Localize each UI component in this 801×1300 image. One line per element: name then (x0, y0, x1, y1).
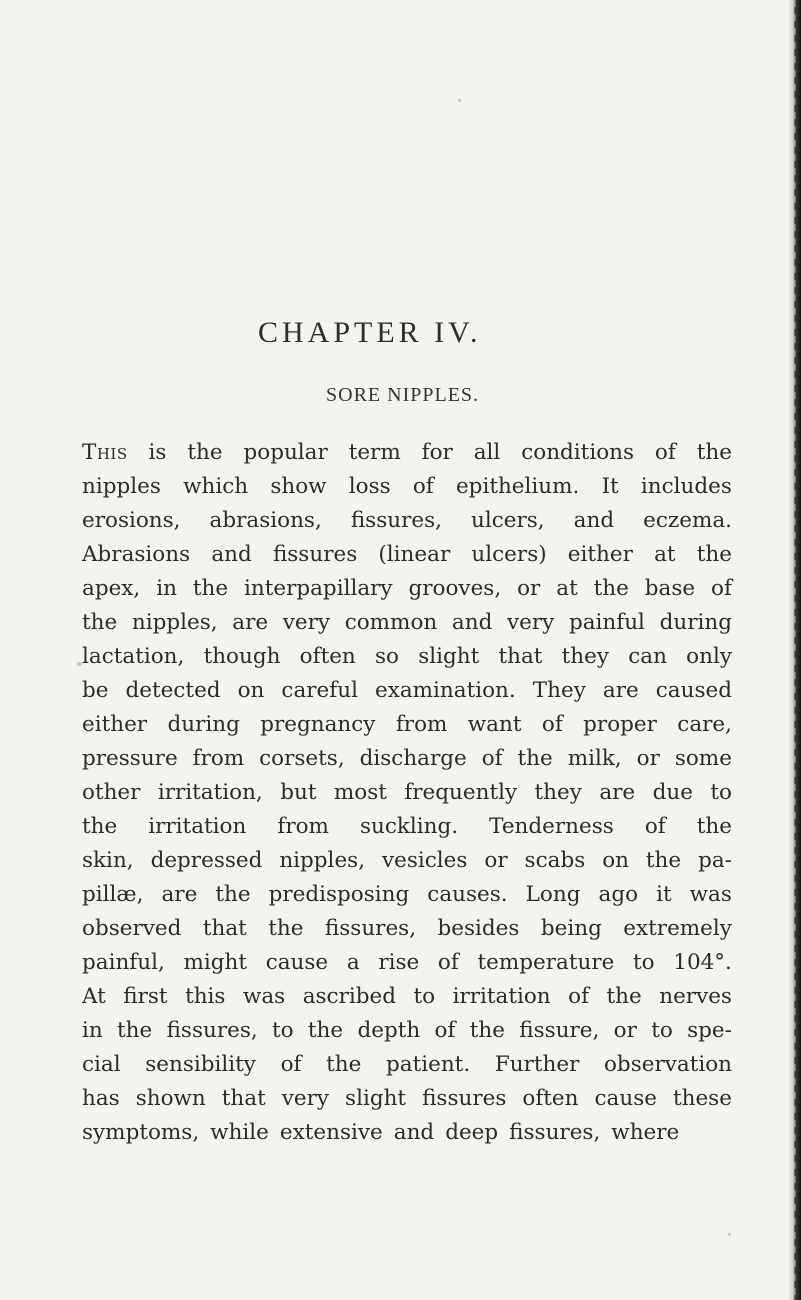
word: all (473, 440, 501, 465)
text-line (82, 878, 732, 912)
word: patient. (386, 1052, 471, 1077)
word: cause (594, 1086, 657, 1111)
word: a (346, 950, 360, 975)
word: the (517, 746, 553, 771)
word: proper (583, 712, 657, 737)
word: nipples, (131, 610, 218, 635)
page-edge (789, 0, 801, 1300)
word: being (540, 916, 602, 941)
text-line (82, 674, 732, 708)
word: while (210, 1120, 269, 1145)
word: discharge (359, 746, 467, 771)
word: on (237, 678, 265, 703)
word: grooves, (408, 576, 502, 601)
word: of (412, 474, 434, 499)
word: ago (598, 882, 639, 907)
word: At (82, 984, 106, 1009)
word: and (451, 610, 493, 635)
word: very (281, 1086, 330, 1111)
word: of (541, 712, 563, 737)
text-line (82, 1082, 732, 1116)
word: to (413, 984, 436, 1009)
word: eczema. (643, 508, 732, 533)
word: pregnancy (260, 712, 376, 737)
text-line (82, 912, 732, 946)
word: either (567, 542, 633, 567)
word: extremely (623, 916, 732, 941)
word: painful, (82, 950, 165, 975)
word: frequently (404, 780, 518, 805)
word: milk, (567, 746, 622, 771)
word: observation (603, 1052, 732, 1077)
word: predisposing (268, 882, 410, 907)
word: fissures, (350, 508, 442, 533)
word: besides (437, 916, 520, 941)
text-line (82, 980, 732, 1014)
word: (linear (378, 542, 451, 567)
word: It (601, 474, 619, 499)
word: at (654, 542, 676, 567)
word: was (689, 882, 732, 907)
word: at (556, 576, 578, 601)
word: first (123, 984, 168, 1009)
word: the (215, 882, 251, 907)
word: from (192, 746, 245, 771)
word: cial (82, 1052, 121, 1077)
word: painful (568, 610, 645, 635)
word: which (183, 474, 249, 499)
word: Long (525, 882, 581, 907)
word: popular (243, 440, 328, 465)
paper-speck (728, 1233, 731, 1236)
word: epithelium. (455, 474, 580, 499)
text-line (82, 708, 732, 742)
word: it (656, 882, 672, 907)
word: ulcers, (470, 508, 545, 533)
word: but (280, 780, 317, 805)
word: that (498, 644, 543, 669)
word: term (348, 440, 401, 465)
word: very (282, 610, 331, 635)
word: pa- (698, 848, 732, 873)
word: They (532, 678, 586, 703)
word: vesicles (381, 848, 468, 873)
word: erosions, (82, 508, 181, 533)
text-line (82, 1048, 732, 1082)
word: pillæ, (82, 882, 144, 907)
word: are (161, 882, 198, 907)
word: the (307, 1018, 344, 1043)
word: of (644, 814, 666, 839)
word: careful (281, 678, 358, 703)
word: this (185, 984, 226, 1009)
word: so (375, 644, 399, 669)
word: detected (125, 678, 221, 703)
word: spe- (687, 1018, 732, 1043)
word: to (651, 1018, 673, 1043)
word: the (696, 542, 732, 567)
word: they (561, 644, 610, 669)
word: care, (677, 712, 732, 737)
word: the (268, 916, 304, 941)
word: the (326, 1052, 362, 1077)
word: show (270, 474, 327, 499)
word: only (686, 644, 732, 669)
word: that (202, 916, 247, 941)
word: want (467, 712, 522, 737)
word: the (117, 1018, 153, 1043)
word: the (187, 440, 223, 465)
word: nerves (659, 984, 732, 1009)
word: can (628, 644, 667, 669)
word: are (599, 780, 636, 805)
word: to (633, 950, 655, 975)
word: fissures (272, 542, 358, 567)
word: the (645, 848, 682, 873)
word: fissures (422, 1086, 507, 1111)
word: is (148, 440, 167, 465)
word: deep (445, 1120, 499, 1145)
word: irritation, (157, 780, 263, 805)
word: symptoms, (82, 1120, 200, 1145)
word: on (602, 848, 629, 873)
word: the (469, 1018, 505, 1043)
word: skin, (82, 848, 134, 873)
section-heading: SORE NIPPLES. (326, 384, 480, 406)
word: includes (640, 474, 732, 499)
word: of (654, 440, 676, 465)
word: very (507, 610, 555, 635)
word: these (672, 1086, 732, 1111)
word: was (242, 984, 286, 1009)
word: has (82, 1086, 120, 1111)
word: ulcers) (471, 542, 547, 567)
word: loss (348, 474, 391, 499)
word: fissures, (509, 1120, 601, 1145)
word: some (674, 746, 732, 771)
word: in (82, 1018, 103, 1043)
word: to (272, 1018, 294, 1043)
word: or (517, 576, 541, 601)
word: during (659, 610, 732, 635)
word: to (710, 780, 732, 805)
word: and (211, 542, 252, 567)
word: rise (378, 950, 420, 975)
word: and (393, 1120, 435, 1145)
word: 104°. (673, 950, 732, 975)
word: causes. (427, 882, 508, 907)
text-line (82, 742, 732, 776)
word: either (82, 712, 148, 737)
word: observed (82, 916, 182, 941)
word: that (221, 1086, 266, 1111)
word: Further (494, 1052, 580, 1077)
word: most (333, 780, 387, 805)
word: are (602, 678, 639, 703)
word: of (711, 576, 732, 601)
word: abrasions, (209, 508, 322, 533)
word: are (232, 610, 269, 635)
word: fissures, (166, 1018, 258, 1043)
text-line (82, 1116, 732, 1150)
word: depth (357, 1018, 421, 1043)
word: be (82, 678, 109, 703)
word: during (167, 712, 240, 737)
word: the (82, 610, 118, 635)
word: of (434, 1018, 456, 1043)
word: suckling. (359, 814, 459, 839)
text-line (82, 538, 732, 572)
word: and (573, 508, 615, 533)
word: might (183, 950, 248, 975)
word: fissure, (519, 1018, 600, 1043)
word: shown (135, 1086, 206, 1111)
chapter-heading: CHAPTER IV. (258, 316, 482, 349)
word: extensive (279, 1120, 383, 1145)
text-line (82, 504, 732, 538)
word: depressed (150, 848, 263, 873)
word: temperature (477, 950, 615, 975)
text-line (82, 606, 732, 640)
word: the (696, 440, 732, 465)
word: the (82, 814, 118, 839)
text-line (82, 572, 732, 606)
text-line (82, 946, 732, 980)
word: the (192, 576, 229, 601)
word: due (652, 780, 693, 805)
text-line (82, 640, 732, 674)
word: where (611, 1120, 680, 1145)
word: they (534, 780, 582, 805)
word: for (421, 440, 453, 465)
word: from (277, 814, 329, 839)
word: examination. (375, 678, 516, 703)
text-line (82, 844, 732, 878)
word: conditions (521, 440, 635, 465)
word: common (344, 610, 438, 635)
word: scabs (524, 848, 586, 873)
text-line (82, 810, 732, 844)
word: though (203, 644, 281, 669)
word: or (636, 746, 660, 771)
word: lactation, (82, 644, 185, 669)
word: ascribed (302, 984, 396, 1009)
word: the (696, 814, 732, 839)
word: from (395, 712, 448, 737)
word: irritation (148, 814, 247, 839)
text-line (82, 1014, 732, 1048)
word: This (82, 440, 128, 465)
word: base (644, 576, 696, 601)
word: slight (418, 644, 480, 669)
word: apex, (82, 576, 141, 601)
word: of (568, 984, 590, 1009)
word: cause (265, 950, 329, 975)
word: the (593, 576, 629, 601)
word: of (481, 746, 503, 771)
word: pressure (82, 746, 178, 771)
word: or (484, 848, 508, 873)
word: Abrasions (82, 542, 191, 567)
word: the (606, 984, 642, 1009)
word: interpapillary (243, 576, 393, 601)
word: in (156, 576, 177, 601)
body-paragraph (82, 436, 732, 1150)
word: Tenderness (489, 814, 614, 839)
word: irritation (452, 984, 551, 1009)
word: or (613, 1018, 637, 1043)
word: corsets, (259, 746, 345, 771)
word: other (82, 780, 141, 805)
paper-speck (77, 662, 82, 666)
word: of (280, 1052, 302, 1077)
word: often (522, 1086, 579, 1111)
word: nipples (82, 474, 161, 499)
word: often (299, 644, 356, 669)
word: nipples, (279, 848, 366, 873)
text-line (82, 470, 732, 504)
text-line (82, 436, 732, 470)
word: fissures, (324, 916, 417, 941)
word: caused (655, 678, 732, 703)
text-line (82, 776, 732, 810)
word: slight (345, 1086, 407, 1111)
word: of (437, 950, 459, 975)
paper-speck (458, 99, 461, 102)
word: sensibility (145, 1052, 256, 1077)
